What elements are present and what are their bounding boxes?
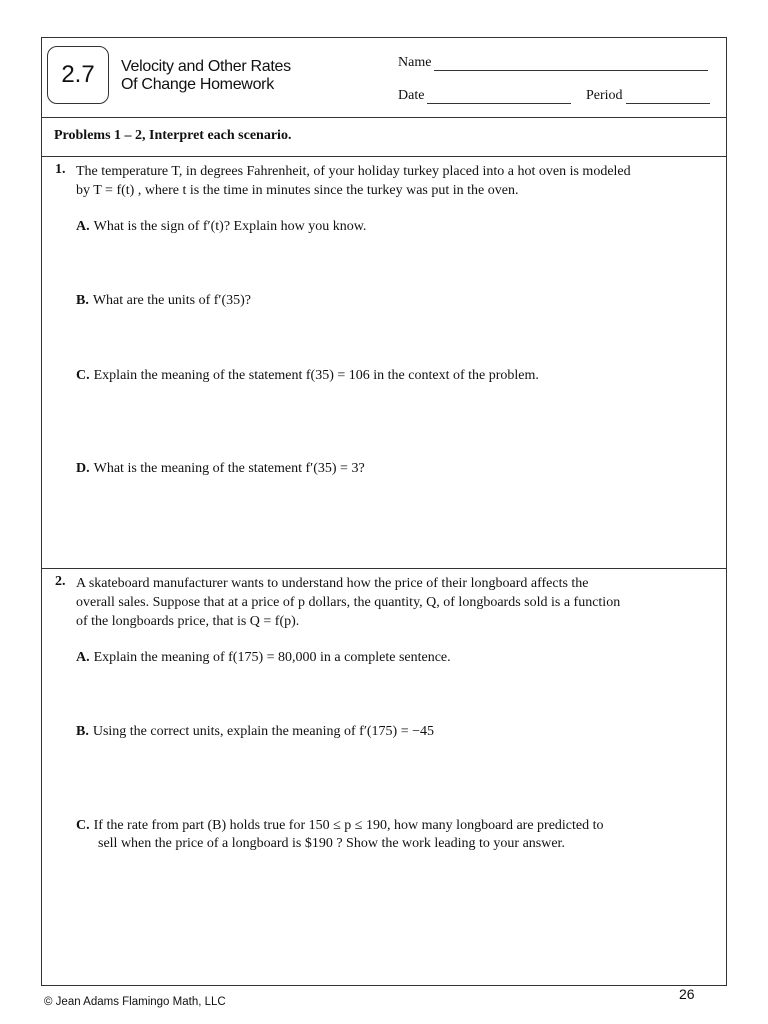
- page-number: 26: [679, 986, 695, 1002]
- part-label: C.: [76, 818, 90, 833]
- problem-2-text: [76, 574, 620, 631]
- part-text: What is the sign of f′(t)? Explain how you know.: [93, 219, 367, 234]
- period-blank[interactable]: [626, 91, 710, 104]
- part-label: A.: [76, 219, 90, 234]
- problem-2-line-3: of the longboards price, that is Q = f(p).: [76, 614, 300, 629]
- section-badge: 2.7: [47, 46, 109, 104]
- date-label: Date: [398, 88, 425, 103]
- problem-1-part-b: [76, 292, 251, 310]
- part-text: What are the units of f′(35)?: [92, 293, 252, 308]
- problem-2-line-2: overall sales. Suppose that at a price of p dollars, the quantity, Q, of longboards sold is a function: [76, 595, 621, 610]
- problem-1-text: [76, 162, 631, 200]
- problem-1-number: 1.: [55, 162, 66, 177]
- problem-2-line-1: A skateboard manufacturer wants to understand how the price of their longboard affects the: [76, 576, 589, 591]
- part-label: D.: [76, 461, 90, 476]
- problem-1-line-2: by T = f(t) , where t is the time in minutes since the turkey was put in the oven.: [76, 183, 519, 198]
- worksheet-title: [121, 58, 291, 94]
- part-label: C.: [76, 368, 90, 383]
- date-field[interactable]: [398, 88, 571, 104]
- problem-1-line-1: The temperature T, in degrees Fahrenheit, of your holiday turkey placed into a hot oven is modeled: [76, 164, 631, 179]
- part-text: What is the meaning of the statement f′(35) = 3?: [93, 461, 365, 476]
- problem-2-part-b: [76, 723, 434, 741]
- name-field[interactable]: [398, 55, 708, 71]
- problem-2-part-a: [76, 649, 451, 667]
- title-line-1: Velocity and Other Rates: [121, 58, 291, 75]
- problem-1-part-c: [76, 367, 539, 385]
- instructions: Problems 1 – 2, Interpret each scenario.: [42, 118, 726, 157]
- period-label: Period: [586, 88, 623, 103]
- title-line-2: Of Change Homework: [121, 76, 274, 93]
- worksheet-frame: [41, 37, 727, 986]
- name-blank[interactable]: [434, 58, 708, 71]
- problem-2-number: 2.: [55, 574, 66, 589]
- part-label: B.: [76, 293, 89, 308]
- part-text-continued: sell when the price of a longboard is $190 ? Show the work leading to your answer.: [98, 836, 565, 851]
- part-text: Explain the meaning of the statement f(35) = 106 in the context of the problem.: [93, 368, 539, 383]
- problem-divider: [42, 568, 726, 569]
- problem-1-part-a: [76, 218, 366, 236]
- worksheet-header: [42, 38, 726, 118]
- copyright: © Jean Adams Flamingo Math, LLC: [44, 996, 226, 1008]
- part-text: Explain the meaning of f(175) = 80,000 in a complete sentence.: [93, 650, 451, 665]
- problem-1-part-d: [76, 460, 365, 478]
- date-blank[interactable]: [427, 91, 571, 104]
- part-text: If the rate from part (B) holds true for 150 ≤ p ≤ 190, how many longboard are predicted to: [93, 818, 604, 833]
- problem-2-part-c: [76, 817, 604, 853]
- name-label: Name: [398, 55, 432, 70]
- part-label: B.: [76, 724, 89, 739]
- part-text: Using the correct units, explain the meaning of f′(175) = −45: [92, 724, 434, 739]
- part-label: A.: [76, 650, 90, 665]
- period-field[interactable]: [586, 88, 710, 104]
